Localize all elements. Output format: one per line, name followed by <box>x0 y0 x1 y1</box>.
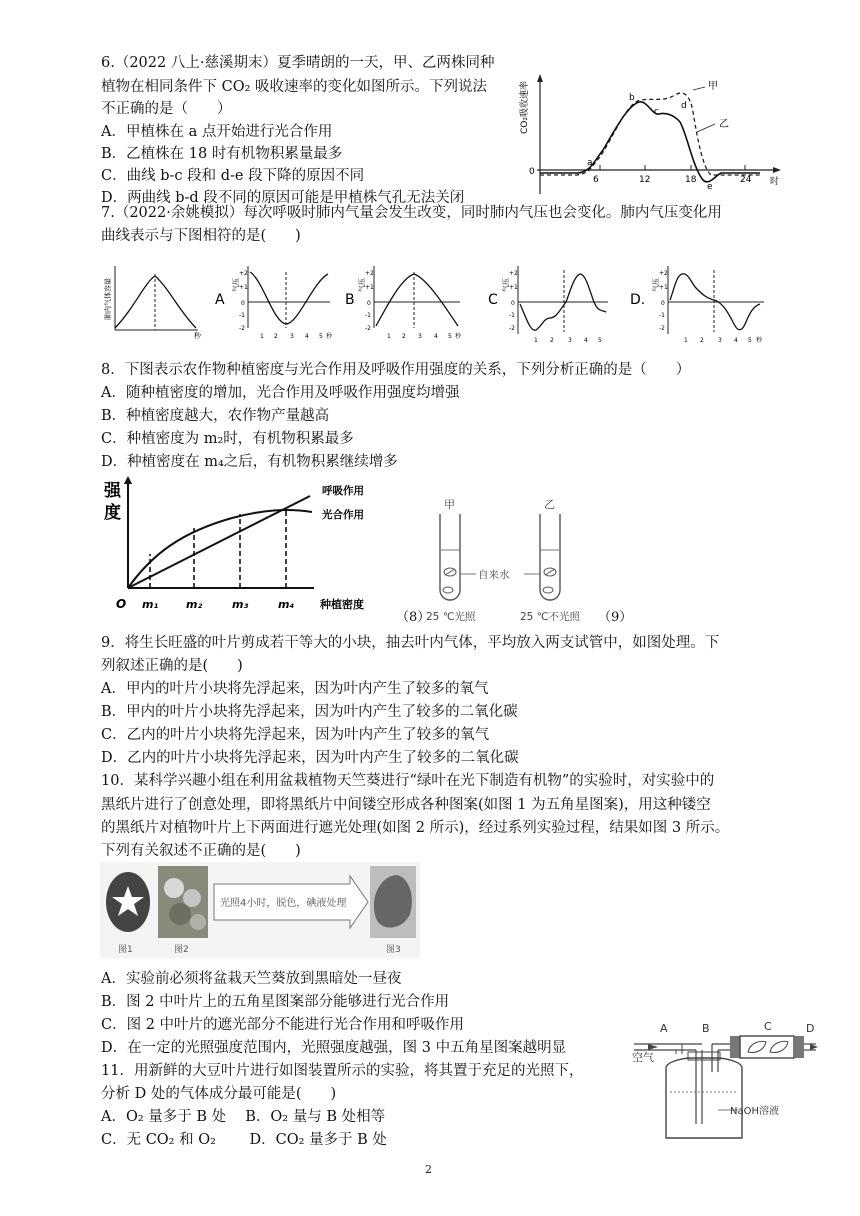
q6-stem-line3: 不正确的是（ ） <box>101 101 232 117</box>
q11-options-cd: C．无 CO₂ 和 O₂ D．CO₂ 量多于 B 处 <box>101 1132 387 1148</box>
q7-a-xunit: 秒 <box>326 333 333 340</box>
q11-label-a: A <box>660 1022 668 1035</box>
q9-tube-jia <box>440 514 460 600</box>
q7-label-b: B <box>345 292 355 308</box>
q6-tick-0: 0 <box>529 167 535 177</box>
q11-apparatus <box>630 1014 820 1142</box>
q10-fig1-label: 图1 <box>118 945 133 955</box>
q7-c-ytick-0: 0 <box>511 300 515 307</box>
q9-option-a: A．甲内的叶片小块将先浮起来，因为叶内产生了较多的氧气 <box>101 681 489 697</box>
q7-c-xtick-3: 3 <box>568 337 572 344</box>
q9-water-label: 自来水 <box>478 569 510 581</box>
q7-d-xtick-4: 4 <box>734 337 738 344</box>
q7-b-ylabel: 气压 <box>358 278 366 292</box>
q11-label-c: C <box>764 1020 772 1033</box>
q8-ylabel-1: 强 <box>104 481 121 501</box>
q8-stem: 8．下图表示农作物种植密度与光合作用及呼吸作用强度的关系，下列分析正确的是（ ） <box>101 362 691 378</box>
q7-d-xtick-2: 2 <box>700 337 704 344</box>
q7-b-ytick-m1: -1 <box>365 312 371 319</box>
q7-b-ytick-m2: -2 <box>365 325 371 332</box>
q9-tube-yi <box>540 514 560 600</box>
q10-experiment-figure <box>100 862 420 958</box>
q10-fig2-label: 图2 <box>174 945 189 955</box>
q8-curve-photosynthesis <box>128 510 312 588</box>
q8-density-graph <box>102 474 402 616</box>
q9-test-tubes <box>420 492 640 626</box>
q7-c-xtick-1: 1 <box>534 337 538 344</box>
q7-d-xunit: 秒 <box>756 337 763 344</box>
q7-c-ytick-p2: +2 <box>509 270 518 277</box>
q7-a-ylabel: 气压 <box>232 278 240 292</box>
q7-c-ylabel: 气压 <box>502 278 510 292</box>
q11-naoh-label: NaOH溶液 <box>730 1106 779 1117</box>
q9-tube-yi-label: 乙 <box>544 498 555 511</box>
q8-ylabel-2: 度 <box>104 503 121 523</box>
q7-label-a: A <box>215 292 225 308</box>
q7-c-xtick-5: 5 <box>598 337 602 344</box>
q6-point-c: c <box>654 107 659 117</box>
q7-volume-ylabel: 肺内气体容量 <box>104 278 112 320</box>
q7-b-ytick-0: 0 <box>367 300 371 307</box>
q6-xunit: 时 <box>770 177 780 187</box>
q9-condition-dark: 25 ℃不光照 <box>520 611 580 623</box>
q6-point-b: b <box>629 93 635 103</box>
q6-point-a: a <box>587 158 593 168</box>
q6-curve-jia <box>540 93 760 175</box>
q7-b-xtick-2: 2 <box>402 333 406 340</box>
q10-fig3-label: 图3 <box>386 945 401 955</box>
q10-option-c: C．图 2 中叶片的遮光部分不能进行光合作用和呼吸作用 <box>101 1017 465 1033</box>
q11-stem-line1: 11．用新鲜的大豆叶片进行如图装置所示的实验，将其置于充足的光照下， <box>101 1063 584 1079</box>
q10-fig2-leaf-photo <box>158 866 208 938</box>
q7-label-c: C <box>488 292 498 308</box>
q6-option-b: B．乙植株在 18 时有机物积累量最多 <box>101 146 343 162</box>
q7-a-ytick-p1: +1 <box>239 284 248 291</box>
q7-graph-c <box>501 266 608 344</box>
q10-option-b: B．图 2 中叶片上的五角星图案部分能够进行光合作用 <box>101 994 450 1010</box>
q11-options-ab: A．O₂ 量多于 B 处 B．O₂ 量与 B 处相等 <box>101 1109 386 1125</box>
q10-stem-line3: 的黑纸片对植物叶片上下两面进行遮光处理(如图 2 所示)，经过系列实验过程，结果如图 3 所示。 <box>101 820 730 836</box>
q7-graph-d <box>651 266 764 344</box>
q9-stem-line1: 9．将生长旺盛的叶片剪成若干等大的小块，抽去叶内气体，平均放入两支试管中，如图处理。下 <box>101 635 720 651</box>
q7-a-ytick-m2: -2 <box>239 325 245 332</box>
q7-d-ytick-p2: +2 <box>659 270 668 277</box>
q7-a-ytick-p2: +2 <box>239 270 248 277</box>
q8-tick-m2: m₂ <box>186 598 203 611</box>
q8-tick-m4: m₄ <box>278 598 295 611</box>
q8-origin: O <box>116 597 127 611</box>
q8-legend-photosynthesis: 光合作用 <box>322 509 364 521</box>
q7-a-xtick-4: 4 <box>305 333 309 340</box>
q9-option-d: D．乙内的叶片小块将先浮起来，因为叶内产生了较多的二氧化碳 <box>101 750 519 766</box>
q7-graph-b <box>357 266 462 340</box>
q8-tick-m1: m₁ <box>142 598 159 611</box>
q7-b-xtick-4: 4 <box>434 333 438 340</box>
q7-a-xtick-5: 5 <box>319 333 323 340</box>
q10-stem-line4: 下列有关叙述不正确的是( ) <box>101 843 301 859</box>
q7-volume-xunit: 秒 <box>194 332 201 340</box>
q8-option-a: A．随种植密度的增加，光合作用及呼吸作用强度均增强 <box>101 385 460 401</box>
q9-option-c: C．乙内的叶片小块将先浮起来，因为叶内产生了较多的氧气 <box>101 727 490 743</box>
q10-fig3-result-leaf <box>370 866 416 938</box>
q7-a-xtick-1: 1 <box>260 333 264 340</box>
q8-option-c: C．种植密度为 m₂时，有机物积累最多 <box>101 431 354 447</box>
q11-label-b: B <box>702 1022 710 1035</box>
q6-point-d: d <box>681 101 687 111</box>
q7-graph-a <box>231 266 333 340</box>
q7-c-xtick-4: 4 <box>584 337 588 344</box>
q7-b-xtick-5: 5 <box>448 333 452 340</box>
q7-d-xtick-3: 3 <box>718 337 722 344</box>
q9-stem-line2: 列叙述正确的是( ) <box>101 658 243 674</box>
q6-tick-12: 12 <box>639 175 651 185</box>
q10-stem-line1: 10．某科学兴趣小组在利用盆栽植物天竺葵进行“绿叶在光下制造有机物”的实验时，对实验中的 <box>101 773 715 789</box>
q10-fig1-star-paper <box>106 872 150 932</box>
q8-option-d: D．种植密度在 m₄之后，有机物积累继续增多 <box>101 454 398 470</box>
q9-option-b: B．甲内的叶片小块将先浮起来，因为叶内产生了较多的二氧化碳 <box>101 704 518 720</box>
q7-a-ytick-m1: -1 <box>239 312 245 319</box>
q7-d-ytick-p1: +1 <box>659 284 668 291</box>
q6-point-e: e <box>707 182 713 192</box>
q7-stem-line1: 7.（2022·余姚模拟）每次呼吸时肺内气量会发生改变，同时肺内气压也会变化。肺内气压变化用 <box>101 205 722 221</box>
q7-d-ytick-m1: -1 <box>659 312 665 319</box>
q6-label-jia: 甲 <box>708 81 718 92</box>
q10-process-text: 光照4小时，脱色，碘液处理 <box>220 898 347 909</box>
q7-b-ytick-p2: +2 <box>365 270 374 277</box>
q6-label-yi: 乙 <box>719 119 729 130</box>
q7-graph-volume <box>103 266 202 340</box>
q7-c-ytick-m2: -2 <box>509 325 515 332</box>
q6-tick-24: 24 <box>740 175 752 185</box>
q7-d-xtick-1: 1 <box>684 337 688 344</box>
q8-legend-respiration: 呼吸作用 <box>322 485 364 497</box>
q11-label-d: D <box>806 1022 815 1035</box>
q7-d-ytick-m2: -2 <box>659 325 665 332</box>
q8-figure-caption: （8） <box>396 610 431 625</box>
q7-a-ytick-0: 0 <box>241 300 245 307</box>
q6-option-d: D．两曲线 b-d 段不同的原因可能是甲植株气孔无法关闭 <box>101 190 465 206</box>
q7-c-ytick-m1: -1 <box>509 312 515 319</box>
q7-c-xtick-2: 2 <box>550 337 554 344</box>
q6-ylabel: CO₂吸收速率 <box>520 81 530 134</box>
q7-label-d: D. <box>630 292 646 308</box>
q9-condition-light: 25 ℃光照 <box>426 611 476 623</box>
q8-tick-m3: m₃ <box>232 598 249 611</box>
q7-b-ytick-p1: +1 <box>365 284 374 291</box>
q7-b-xtick-3: 3 <box>418 333 422 340</box>
q7-d-ytick-0: 0 <box>661 300 665 307</box>
q7-d-ylabel: 气压 <box>652 278 660 292</box>
q6-option-a: A．甲植株在 a 点开始进行光合作用 <box>101 124 333 140</box>
q6-tick-6: 6 <box>593 175 599 185</box>
q11-stem-line2: 分析 D 处的气体成分最可能是( ) <box>101 1086 337 1102</box>
q7-a-xtick-2: 2 <box>274 333 278 340</box>
page-number: 2 <box>425 1163 432 1176</box>
q7-stem-line2: 曲线表示与下图相符的是( ) <box>101 228 301 244</box>
q6-stem-line1: 6.（2022 八上·慈溪期末）夏季晴朗的一天，甲、乙两株同种 <box>101 55 495 71</box>
q9-figure-caption: （9） <box>598 610 633 625</box>
q7-d-xtick-5: 5 <box>748 337 752 344</box>
q10-stem-line2: 黑纸片进行了创意处理，即将黑纸片中间镂空形成各种图案(如图 1 为五角星图案)，用这种镂空 <box>101 797 711 813</box>
q6-tick-18: 18 <box>685 175 697 185</box>
q7-a-xtick-3: 3 <box>290 333 294 340</box>
q8-line-respiration <box>128 496 310 588</box>
q10-option-d: D．在一定的光照强度范围内，光照强度越强，图 3 中五角星图案越明显 <box>101 1040 567 1056</box>
q9-tube-jia-label: 甲 <box>444 498 455 511</box>
q6-co2-graph <box>515 72 785 200</box>
q7-c-ytick-p1: +1 <box>509 284 518 291</box>
q6-option-c: C．曲线 b-c 段和 d-e 段下降的原因不同 <box>101 168 365 184</box>
q7-b-xtick-1: 1 <box>387 333 391 340</box>
q11-air-label: 空气 <box>632 1051 654 1064</box>
q7-option-graphs <box>100 262 772 350</box>
q6-stem-line2: 植物在相同条件下 CO₂ 吸收速率的变化如图所示。下列说法 <box>101 79 488 95</box>
q8-option-b: B．种植密度越大，农作物产量越高 <box>101 408 330 424</box>
q8-xlabel: 种植密度 <box>320 598 364 611</box>
q7-b-xunit: 秒 <box>455 333 462 340</box>
q10-option-a: A．实验前必须将盆栽天竺葵放到黑暗处一昼夜 <box>101 971 402 987</box>
